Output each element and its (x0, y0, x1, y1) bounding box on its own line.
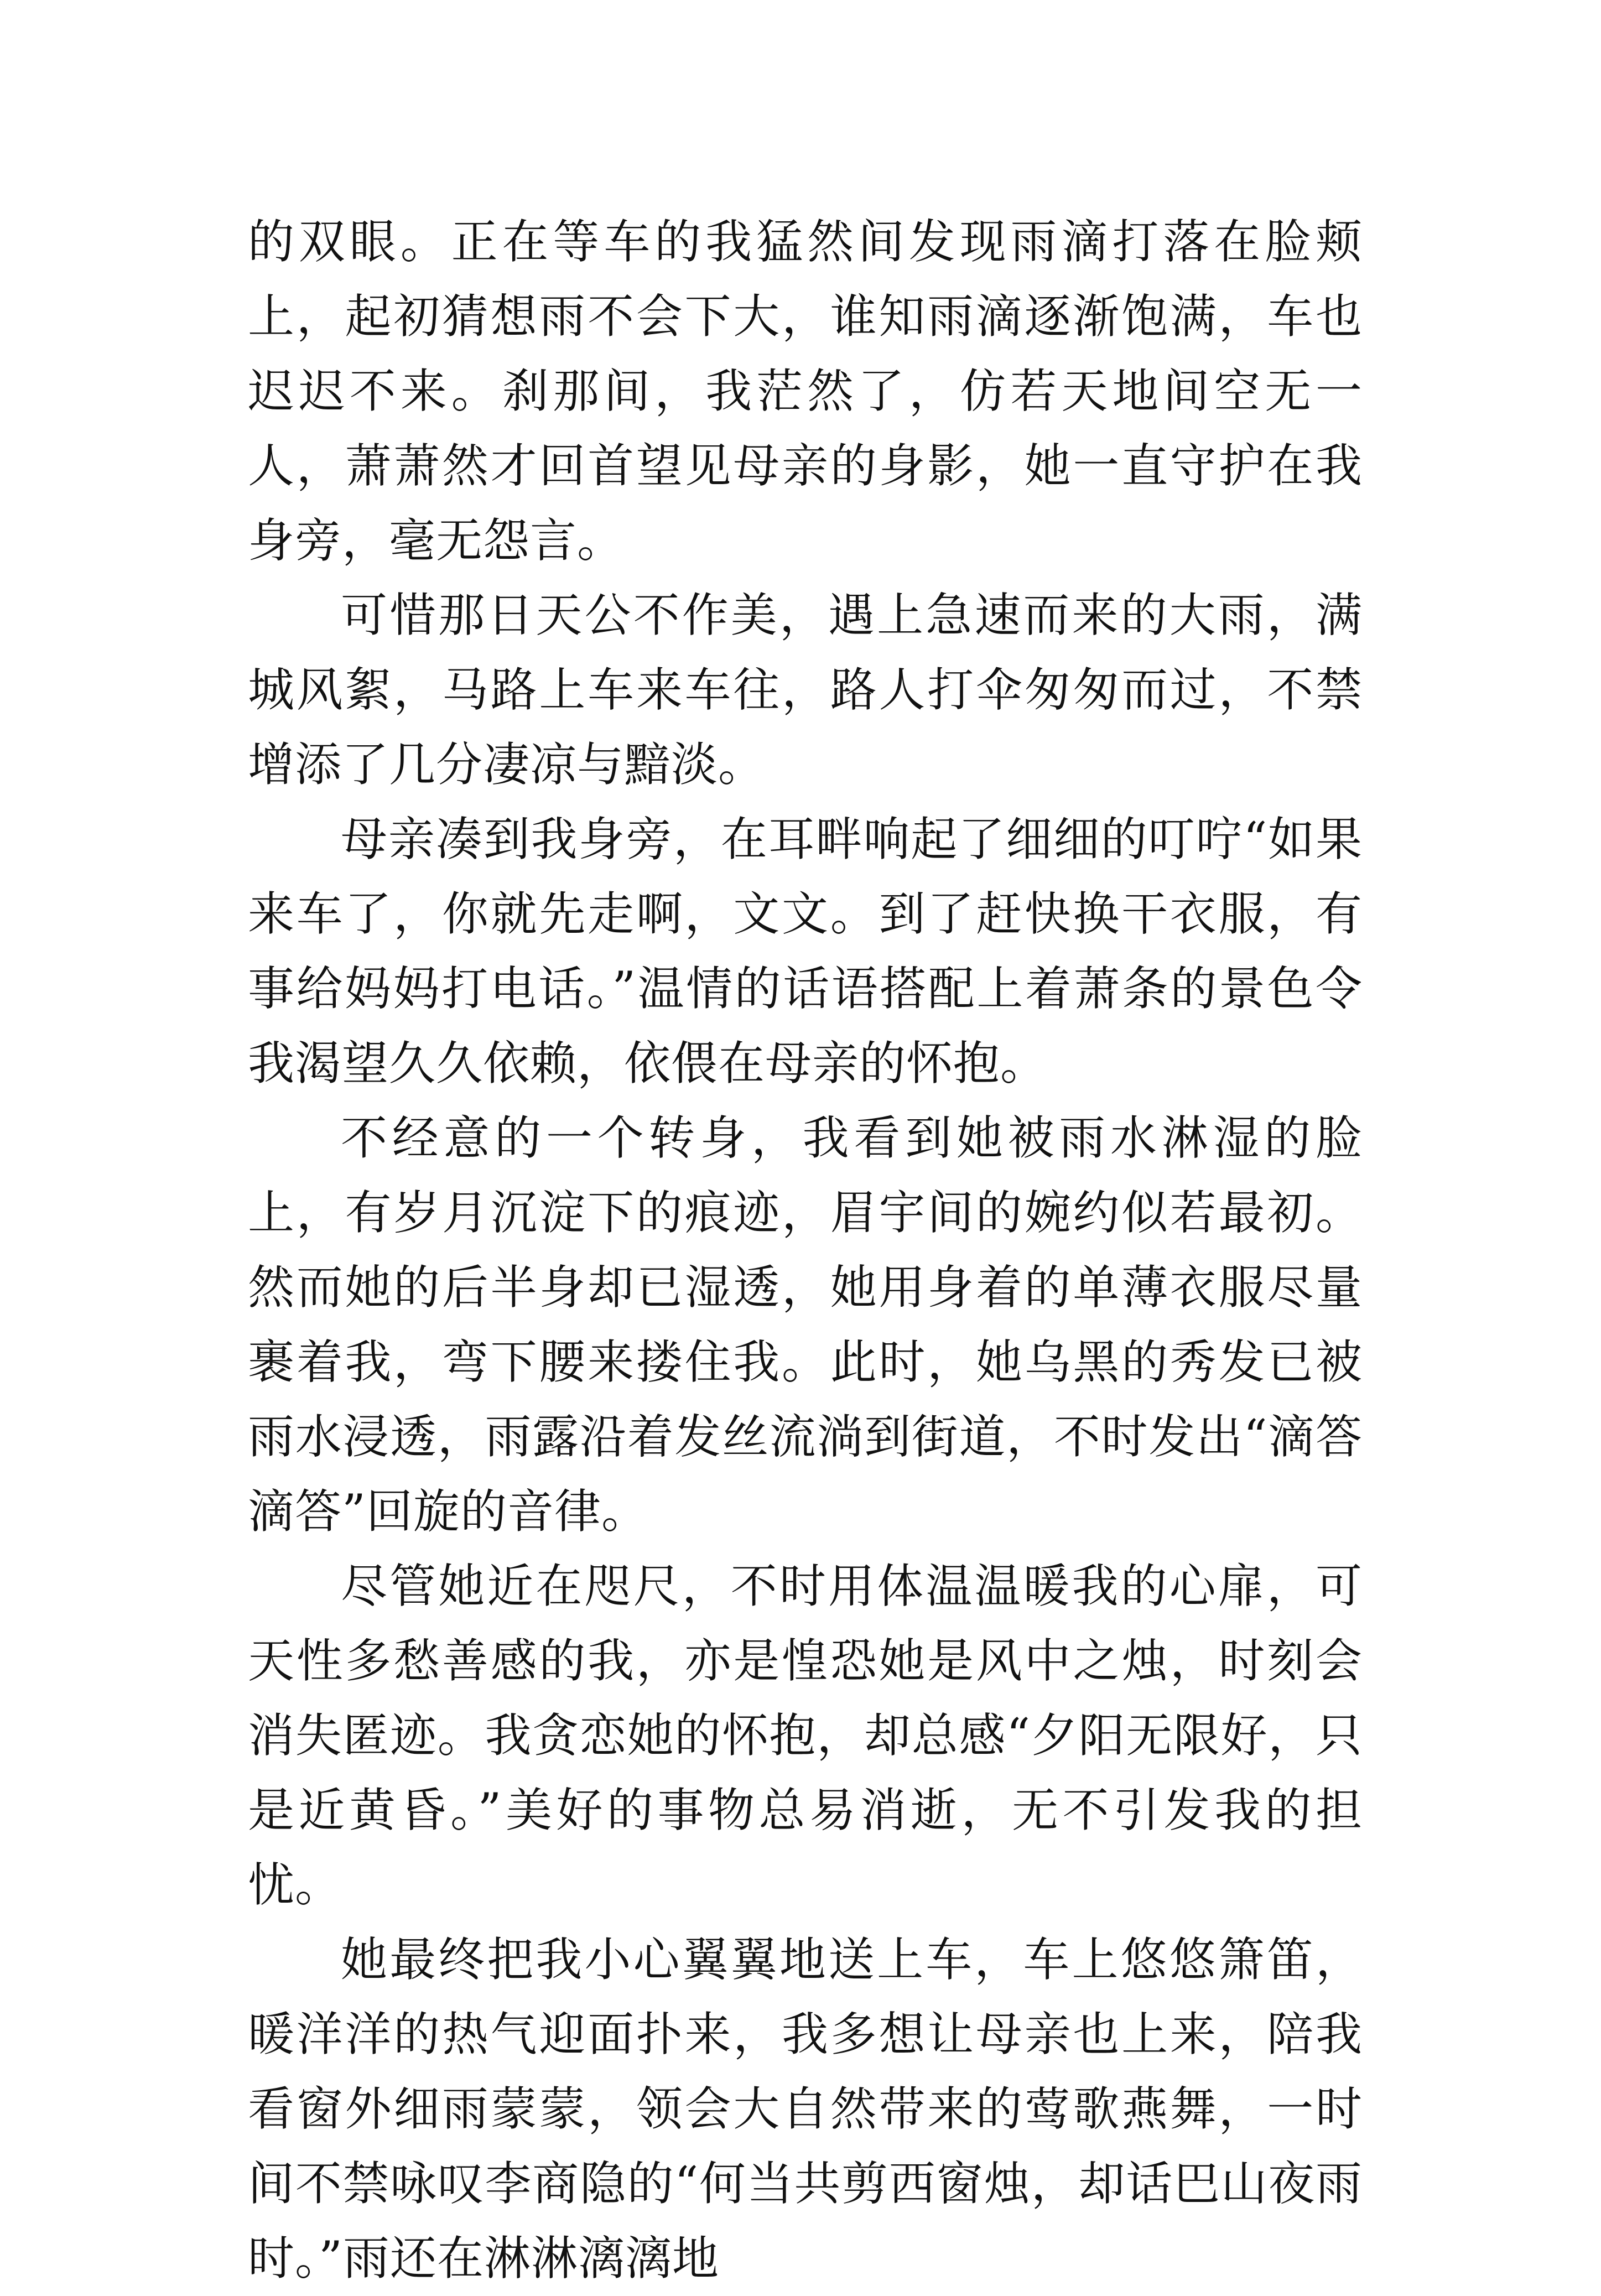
paragraph: 不经意的一个转身，我看到她被雨水淋湿的脸上，有岁月沉淀下的痕迹，眉宇间的婉约似若最初。然而她的后半身却已湿透，她用身着的单薄衣服尽量裹着我，弯下腰来搂住我。此时，她乌黑的秀发已被雨水浸透，雨露沿着发丝流淌到街道，不时发出“滴答滴答”回旋的音律。 (248, 1111, 1363, 1539)
body-text (248, 205, 1363, 2296)
paragraph: 母亲凑到我身旁，在耳畔响起了细细的叮咛“如果来车了，你就先走啊，文文。到了赶快换干衣服，有事给妈妈打电话。”温情的话语搭配上着萧条的景色令我渴望久久依赖，依偎在母亲的怀抱。 (248, 812, 1363, 1090)
paragraph: 她最终把我小心翼翼地送上车，车上悠悠箫笛，暖洋洋的热气迎面扑来，我多想让母亲也上来，陪我看窗外细雨蒙蒙，领会大自然带来的莺歌燕舞，一时间不禁咏叹李商隐的“何当共剪西窗烛，却话巴山夜雨时。”雨还在淋淋漓漓地 (248, 1933, 1363, 2285)
paragraph-continued: 的双眼。正在等车的我猛然间发现雨滴打落在脸颊上，起初猜想雨不会下大，谁知雨滴逐渐饱满，车也迟迟不来。刹那间，我茫然了，仿若天地间空无一人，萧萧然才回首望见母亲的身影，她一直守护在我身旁，毫无怨言。 (248, 215, 1363, 568)
paragraph: 可惜那日天公不作美，遇上急速而来的大雨，满城风絮，马路上车来车往，路人打伞匆匆而过，不禁增添了几分凄凉与黯淡。 (248, 588, 1363, 792)
paragraph: 尽管她近在咫尺，不时用体温温暖我的心扉，可天性多愁善感的我，亦是惶恐她是风中之烛，时刻会消失匿迹。我贪恋她的怀抱，却总感“夕阳无限好，只是近黄昏。”美好的事物总易消逝，无不引发我的担忧。 (248, 1559, 1363, 1912)
